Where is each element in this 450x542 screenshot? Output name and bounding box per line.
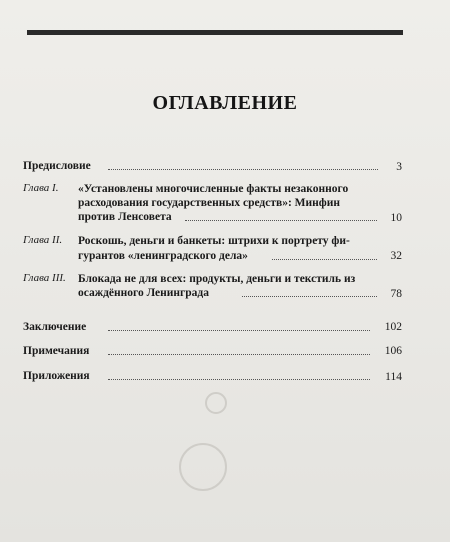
leader-dots (242, 295, 377, 297)
toc-chapter-label-2: Глава II. (23, 234, 63, 246)
toc-page-notes: 106 (384, 345, 402, 357)
toc-entry-title-3-line2: осаждённого Ленинграда (78, 287, 209, 299)
toc-entry-title-conclusion: Заключение (23, 321, 87, 333)
toc-page-conclusion: 102 (384, 321, 402, 333)
toc-entry-title-notes: Примечания (23, 345, 90, 357)
leader-dots (108, 378, 370, 380)
toc-entry-title-1-line1: «Установлены многочисленные факты незаконного (78, 183, 349, 195)
toc-entry-title-3-line1: Блокада не для всех: продукты, деньги и текстиль из (78, 273, 356, 285)
toc-chapter-label-3: Глава III. (23, 272, 66, 284)
toc-page-2: 32 (390, 250, 402, 262)
toc-entry-title-1-line3: против Ленсовета (78, 211, 172, 223)
toc-page-3: 78 (390, 288, 402, 300)
page-title: ОГЛАВЛЕНИЕ (152, 92, 298, 114)
leader-dots (108, 168, 378, 170)
toc-chapter-label-1: Глава I. (23, 182, 59, 194)
toc-entry-title-2-line1: Роскошь, деньги и банкеты: штрихи к портрету фи- (78, 235, 350, 247)
top-rule (27, 30, 403, 35)
toc-page-1: 10 (390, 212, 402, 224)
show-through-age-badge (205, 392, 227, 414)
leader-dots (185, 219, 377, 221)
toc-entry-title-1-line2: расходования государственных средств»: Минфин (78, 197, 340, 209)
toc-page-appendices: 114 (385, 371, 402, 383)
toc-entry-title-preface: Предисловие (23, 160, 91, 172)
toc-entry-title-appendices: Приложения (23, 370, 90, 382)
show-through-publisher-emblem (179, 443, 227, 491)
leader-dots (108, 329, 370, 331)
toc-page-preface: 3 (396, 161, 402, 173)
toc-entry-title-2-line2: гурантов «ленинградского дела» (78, 250, 248, 262)
leader-dots (108, 353, 370, 355)
